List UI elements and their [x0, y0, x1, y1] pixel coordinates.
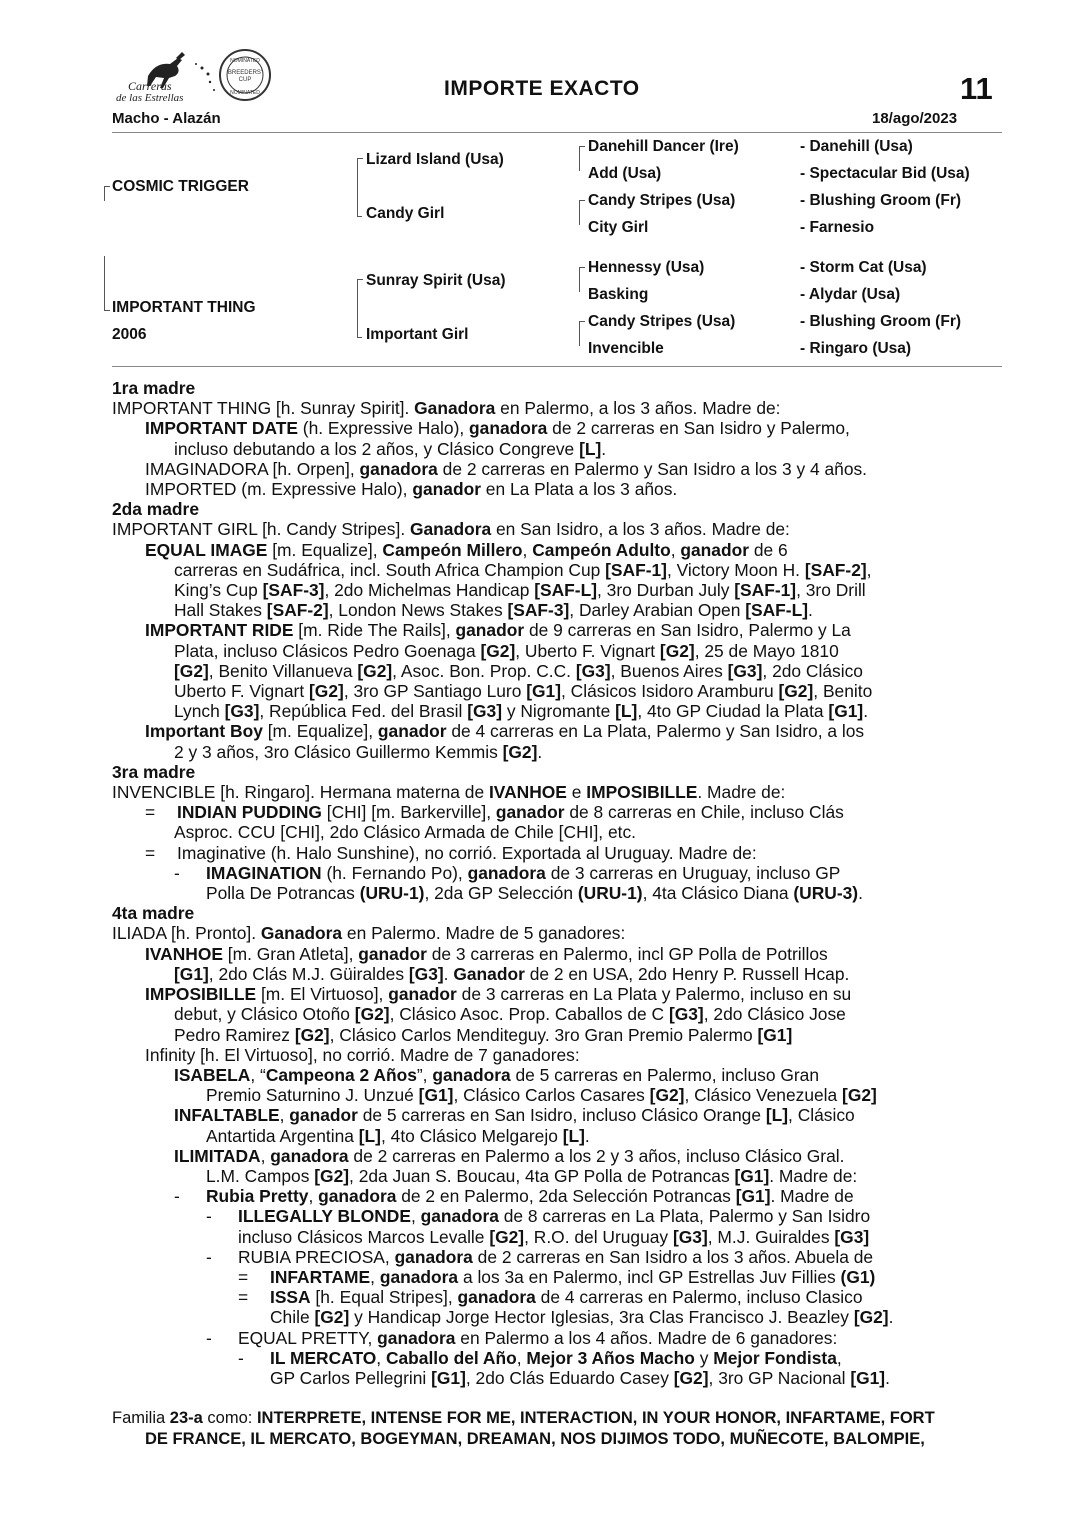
report-date: 18/ago/2023: [872, 110, 958, 127]
produce-line: [G1], 2do Clás M.J. Güiraldes [G3]. Ganador de 2 en USA, 2do Henry P. Russell Hcap.: [174, 963, 850, 984]
produce-line: [G2], Benito Villanueva [G2], Asoc. Bon. Prop. C.C. [G3], Buenos Aires [G3], 2do Clásico: [174, 660, 863, 681]
produce-line: = Imaginative (h. Halo Sunshine), no corrió. Exportada al Uruguay. Madre de:: [145, 842, 757, 863]
produce-line: Antartida Argentina [L], 4to Clásico Melgarejo [L].: [206, 1125, 590, 1146]
section-3ra-madre: 3ra madre: [112, 761, 196, 782]
g2-tick-1: [357, 216, 362, 217]
produce-line: Premio Saturnino J. Unzué [G1], Clásico Carlos Casares [G2], Clásico Venezuela [G2]: [206, 1085, 877, 1106]
g3-bracket-2: [579, 200, 585, 225]
produce-line: - Rubia Pretty, ganadora de 2 en Palermo, 2da Selección Potrancas [G1]. Madre de: [174, 1186, 854, 1207]
produce-line: IMAGINADORA [h. Orpen], ganadora de 2 carreras en Palermo y San Isidro a los 3 y 4 años.: [145, 458, 868, 479]
produce-line: - IL MERCATO, Caballo del Año, Mejor 3 Años Macho y Mejor Fondista,: [238, 1347, 842, 1368]
produce-line: Plata, incluso Clásicos Pedro Goenaga [G2], Uberto F. Vignart [G2], 25 de Mayo 1810: [174, 640, 839, 661]
produce-line: Lynch [G3], República Fed. del Brasil [G3] y Nigromante [L], 4to GP Ciudad la Plata [G1].: [174, 701, 869, 722]
produce-line: IMPORTED (m. Expressive Halo), ganador en La Plata a los 3 años.: [145, 479, 678, 500]
birth-year: 2006: [112, 326, 147, 343]
g4-5: - Storm Cat (Usa): [800, 259, 927, 276]
svg-text:CUP: CUP: [238, 77, 252, 83]
produce-line: ILIMITADA, ganadora de 2 carreras en Palermo a los 2 y 3 años, incluso Clásico Gral.: [174, 1145, 845, 1166]
g2-tick-2: [357, 337, 362, 338]
dam-line: IMPORTANT THING [h. Sunray Spirit]. Ganadora en Palermo, a los 3 años. Madre de:: [112, 398, 781, 419]
g4-1: - Danehill (Usa): [800, 138, 913, 155]
produce-line: debut, y Clásico Otoño [G2], Clásico Asoc. Prop. Caballos de C [G3], 2do Clásico Jose: [174, 1004, 846, 1025]
family-line-1: Familia 23-a como: INTERPRETE, INTENSE FOR ME, INTERACTION, IN YOUR HONOR, INFARTAME, FORT: [112, 1409, 935, 1427]
marker-dash: -: [206, 1206, 212, 1227]
marker-dash: -: [174, 1186, 180, 1207]
marker-dash: -: [238, 1347, 244, 1368]
marker-dash: -: [206, 1327, 212, 1348]
dam-sire: Sunray Spirit (Usa): [366, 272, 506, 289]
g3-8: Invencible: [588, 340, 664, 357]
dam-dam: Important Girl: [366, 326, 469, 343]
g2-bracket-2: [357, 279, 363, 338]
produce-line: = ISSA [h. Equal Stripes], ganadora de 4 carreras en Palermo, incluso Clasico: [238, 1287, 863, 1308]
sire: COSMIC TRIGGER: [112, 178, 249, 195]
svg-text:NOMINATED: NOMINATED: [230, 58, 260, 64]
g3-4: City Girl: [588, 219, 649, 236]
dam-bracket: [104, 256, 110, 311]
g3-bracket-4: [579, 321, 585, 346]
marker-dash: -: [174, 862, 180, 883]
section-4ta-madre: 4ta madre: [112, 903, 195, 924]
entry-number: 11: [960, 71, 993, 106]
sire-dam: Candy Girl: [366, 205, 445, 222]
produce-line: IMPORTANT DATE (h. Expressive Halo), ganadora de 2 carreras en San Isidro y Palermo,: [145, 418, 850, 439]
produce-line: Infinity [h. El Virtuoso], no corrió. Madre de 7 ganadores:: [145, 1044, 580, 1065]
produce-line: - RUBIA PRECIOSA, ganadora de 2 carreras en San Isidro a los 3 años. Abuela de: [206, 1246, 874, 1267]
section-1ra-madre: 1ra madre: [112, 378, 196, 398]
produce-line: IMPOSIBILLE [m. El Virtuoso], ganador de 3 carreras en La Plata y Palermo, incluso en su: [145, 984, 852, 1005]
produce-line: IVANHOE [m. Gran Atleta], ganador de 3 carreras en Palermo, incl GP Polla de Potrillos: [145, 943, 828, 964]
produce-line: carreras en Sudáfrica, incl. South Africa Champion Cup [SAF-1], Victory Moon H. [SAF-2],: [174, 559, 872, 580]
produce-line: incluso debutando a los 2 años, y Clásico Congreve [L].: [174, 438, 607, 459]
produce-line: = INDIAN PUDDING [CHI] [m. Barkerville], ganador de 8 carreras en Chile, incluso Clás: [145, 802, 844, 823]
carreras-estrellas-logo: [110, 48, 220, 104]
g4-2: - Spectacular Bid (Usa): [800, 165, 970, 182]
header-rule: [112, 132, 1002, 133]
dam-line: IMPORTANT GIRL [h. Candy Stripes]. Ganadora en San Isidro, a los 3 años. Madre de:: [112, 519, 790, 540]
dam: IMPORTANT THING: [112, 299, 256, 316]
marker-eq: =: [238, 1266, 249, 1287]
g3-bracket-3: [579, 267, 585, 292]
section-2da-madre: 2da madre: [112, 499, 199, 520]
produce-line: INFALTABLE, ganador de 5 carreras en San Isidro, incluso Clásico Orange [L], Clásico: [174, 1105, 855, 1126]
sex-coat: Macho - Alazán: [112, 110, 221, 127]
produce-line: Hall Stakes [SAF-2], London News Stakes [SAF-3], Darley Arabian Open [SAF-L].: [174, 600, 813, 621]
dam-line: ILIADA [h. Pronto]. Ganadora en Palermo. Madre de 5 ganadores:: [112, 923, 626, 944]
produce-line: Pedro Ramirez [G2], Clásico Carlos Menditeguy. 3ro Gran Premio Palermo [G1]: [174, 1024, 793, 1045]
marker-eq: =: [145, 802, 156, 823]
produce-line: - EQUAL PRETTY, ganadora en Palermo a los 4 años. Madre de 6 ganadores:: [206, 1327, 838, 1348]
marker-dash: -: [206, 1246, 212, 1267]
g4-6: - Alydar (Usa): [800, 286, 901, 303]
g4-4: - Farnesio: [800, 219, 875, 236]
dam-line: INVENCIBLE [h. Ringaro]. Hermana materna de IVANHOE e IMPOSIBILLE. Madre de:: [112, 782, 786, 803]
g3-2: Add (Usa): [588, 165, 662, 182]
produce-line: Chile [G2] y Handicap Jorge Hector Iglesias, 3ra Clas Francisco J. Beazley [G2].: [270, 1307, 894, 1328]
family-footer: [112, 1408, 1012, 1449]
produce-line: IMPORTANT RIDE [m. Ride The Rails], ganador de 9 carreras en San Isidro, Palermo y La: [145, 620, 851, 641]
g3-bracket-1: [579, 146, 585, 171]
produce-line: 2 y 3 años, 3ro Clásico Guillermo Kemmis [G2].: [174, 741, 543, 762]
produce-line: Asproc. CCU [CHI], 2do Clásico Armada de Chile [CHI], etc.: [174, 822, 636, 843]
svg-text:de las Estrellas: de las Estrellas: [116, 92, 184, 104]
g3-1: Danehill Dancer (Ire): [588, 138, 739, 155]
g3-7: Candy Stripes (Usa): [588, 313, 736, 330]
breeders-cup-seal: [218, 48, 272, 102]
produce-line: = INFARTAME, ganadora a los 3a en Palermo, incl GP Estrellas Juv Fillies (G1): [238, 1266, 876, 1287]
marker-eq: =: [238, 1287, 249, 1308]
produce-line: L.M. Campos [G2], 2da Juan S. Boucau, 4ta GP Polla de Potrancas [G1]. Madre de:: [206, 1165, 858, 1186]
produce-line: - ILLEGALLY BLONDE, ganadora de 8 carreras en La Plata, Palermo y San Isidro: [206, 1206, 871, 1227]
pedigree-rule: [112, 366, 1002, 367]
produce-line: ISABELA, “Campeona 2 Años”, ganadora de 5 carreras en Palermo, incluso Gran: [174, 1064, 819, 1085]
produce-line: Polla De Potrancas (URU-1), 2da GP Selección (URU-1), 4ta Clásico Diana (URU-3).: [206, 883, 863, 904]
produce-line: King’s Cup [SAF-3], 2do Michelmas Handicap [SAF-L], 3ro Durban July [SAF-1], 3ro Drill: [174, 580, 866, 601]
g4-8: - Ringaro (Usa): [800, 340, 912, 357]
g4-7: - Blushing Groom (Fr): [800, 313, 962, 330]
g3-3: Candy Stripes (Usa): [588, 192, 736, 209]
page-title: IMPORTE EXACTO: [444, 77, 640, 100]
sire-bracket: [104, 186, 110, 201]
svg-text:NOMINATED: NOMINATED: [230, 90, 260, 96]
produce-line: - IMAGINATION (h. Fernando Po), ganadora de 3 carreras en Uruguay, incluso GP: [174, 862, 841, 883]
svg-text:BREEDERS': BREEDERS': [227, 70, 263, 76]
g4-3: - Blushing Groom (Fr): [800, 192, 962, 209]
produce-line: EQUAL IMAGE [m. Equalize], Campeón Millero, Campeón Adulto, ganador de 6: [145, 539, 788, 560]
produce-line: incluso Clásicos Marcos Levalle [G2], R.O. del Uruguay [G3], M.J. Guiraldes [G3]: [238, 1226, 870, 1247]
svg-text:Carreras: Carreras: [128, 79, 172, 93]
produce-line: Important Boy [m. Equalize], ganador de 4 carreras en La Plata, Palermo y San Isidro, a los: [145, 721, 865, 742]
produce-line: GP Carlos Pellegrini [G1], 2do Clás Eduardo Casey [G2], 3ro GP Nacional [G1].: [270, 1367, 890, 1388]
g3-5: Hennessy (Usa): [588, 259, 705, 276]
family-history: [112, 378, 1002, 1388]
marker-eq: =: [145, 842, 156, 863]
sire-sire: Lizard Island (Usa): [366, 151, 504, 168]
family-line-2: DE FRANCE, IL MERCATO, BOGEYMAN, DREAMAN, NOS DIJIMOS TODO, MUÑECOTE, BALOMPIE,: [145, 1429, 925, 1448]
produce-line: Uberto F. Vignart [G2], 3ro GP Santiago Luro [G1], Clásicos Isidoro Aramburu [G2], Benito: [174, 681, 873, 702]
g2-bracket-1: [357, 158, 363, 217]
g3-6: Basking: [588, 286, 649, 303]
